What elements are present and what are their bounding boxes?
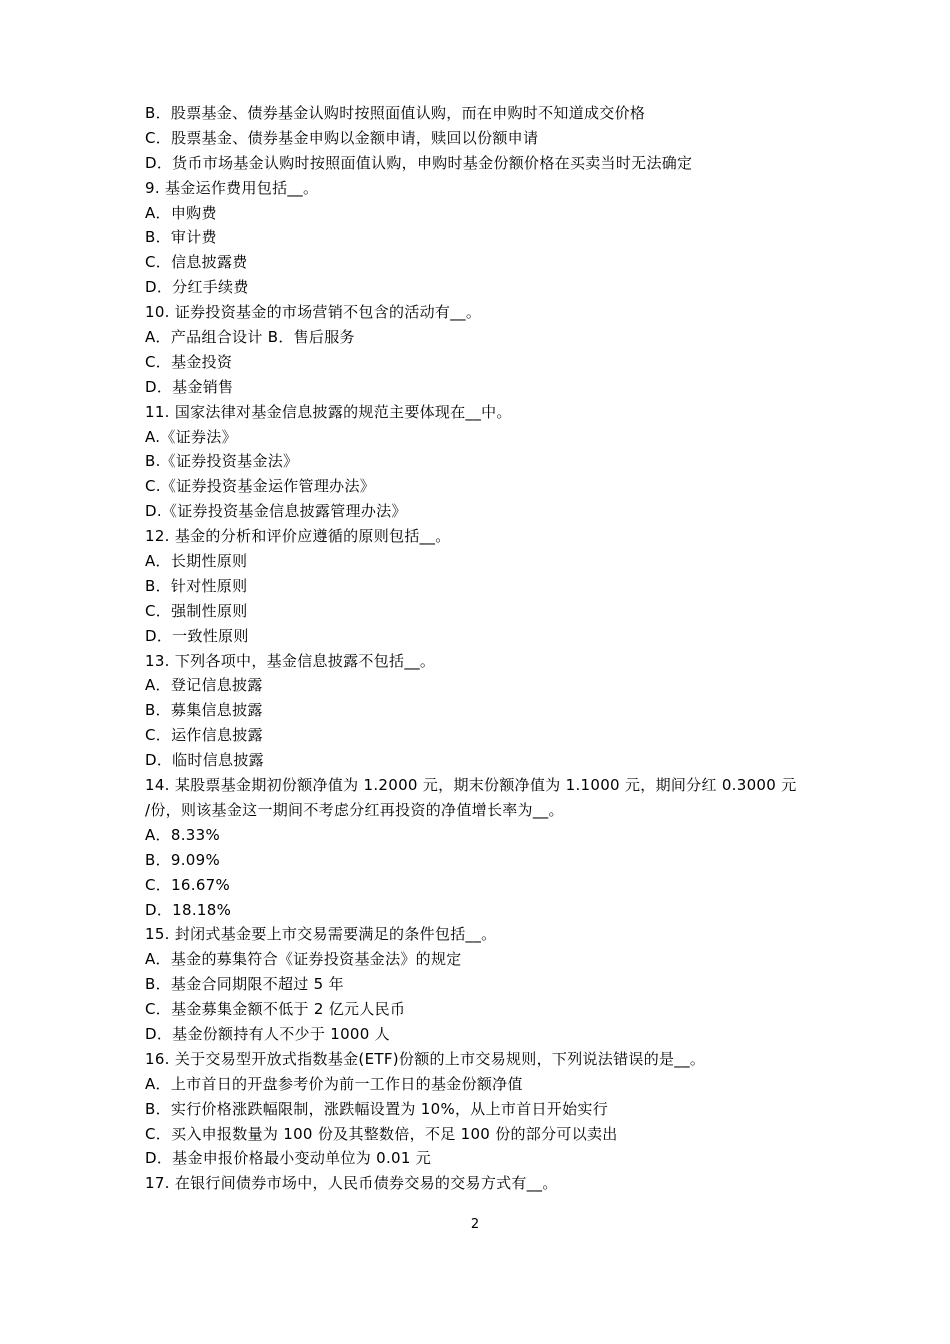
text-line: B.《证券投资基金法》 — [145, 452, 299, 471]
text-line: 13. 下列各项中，基金信息披露不包括__。 — [145, 651, 436, 670]
text-line: D．临时信息披露 — [145, 751, 264, 770]
text-line: C．信息披露费 — [145, 253, 248, 272]
text-line: /份，则该基金这一期间不考虑分红再投资的净值增长率为__。 — [145, 800, 564, 819]
text-line: 10. 证券投资基金的市场营销不包含的活动有__。 — [145, 303, 482, 322]
text-line: A．申购费 — [145, 203, 217, 222]
text-line: B．针对性原则 — [145, 576, 248, 595]
text-line: C．强制性原则 — [145, 601, 248, 620]
text-line: B．9.09% — [145, 850, 221, 869]
text-line: B．基金合同期限不超过 5 年 — [145, 975, 344, 994]
text-line: 16. 关于交易型开放式指数基金(ETF)份额的上市交易规则，下列说法错误的是__。 — [145, 1049, 706, 1068]
text-line: C．股票基金、债券基金申购以金额申请，赎回以份额申请 — [145, 128, 539, 147]
text-line: D．一致性原则 — [145, 626, 249, 645]
text-line: D．基金份额持有人不少于 1000 人 — [145, 1024, 390, 1043]
text-line: C．基金投资 — [145, 352, 233, 371]
text-line: B．实行价格涨跌幅限制，涨跌幅设置为 10%，从上市首日开始实行 — [145, 1099, 609, 1118]
text-line: 14. 某股票基金期初份额净值为 1.2000 元，期末份额净值为 1.1000 元，期间分红 0.3000 元 — [145, 776, 797, 795]
text-line: D．18.18% — [145, 900, 232, 919]
text-line: A.《证券法》 — [145, 427, 237, 446]
page-number: 2 — [470, 1217, 480, 1232]
text-line: 15. 封闭式基金要上市交易需要满足的条件包括__。 — [145, 925, 497, 944]
text-line: A．产品组合设计 B．售后服务 — [145, 328, 355, 347]
text-line: D．货币市场基金认购时按照面值认购，申购时基金份额价格在买卖当时无法确定 — [145, 153, 693, 172]
text-line: C．基金募集金额不低于 2 亿元人民币 — [145, 1000, 406, 1019]
text-line: C．运作信息披露 — [145, 726, 263, 745]
text-line: D.《证券投资基金信息披露管理办法》 — [145, 502, 407, 521]
text-line: A．长期性原则 — [145, 552, 248, 571]
document-body — [145, 101, 815, 1196]
text-line: A．登记信息披露 — [145, 676, 263, 695]
text-line: C．买入申报数量为 100 份及其整数倍，不足 100 份的部分可以卖出 — [145, 1124, 618, 1143]
text-line: A．上市首日的开盘参考价为前一工作日的基金份额净值 — [145, 1074, 523, 1093]
text-line: A．基金的募集符合《证券投资基金法》的规定 — [145, 950, 462, 969]
text-line: 9. 基金运作费用包括__。 — [145, 178, 319, 197]
text-line: 11. 国家法律对基金信息披露的规范主要体现在__中。 — [145, 402, 512, 421]
text-line: D．基金申报价格最小变动单位为 0.01 元 — [145, 1149, 432, 1168]
text-line: A．8.33% — [145, 825, 221, 844]
text-line: 17. 在银行间债券市场中，人民币债券交易的交易方式有__。 — [145, 1174, 558, 1193]
text-line: C.《证券投资基金运作管理办法》 — [145, 477, 376, 496]
text-line: B．审计费 — [145, 228, 217, 247]
text-line: C．16.67% — [145, 875, 231, 894]
text-line: D．分红手续费 — [145, 278, 249, 297]
text-line: D．基金销售 — [145, 377, 234, 396]
text-line: B．募集信息披露 — [145, 701, 263, 720]
text-line: B．股票基金、债券基金认购时按照面值认购，而在申购时不知道成交价格 — [145, 104, 646, 122]
text-line: 12. 基金的分析和评价应遵循的原则包括__。 — [145, 527, 451, 546]
